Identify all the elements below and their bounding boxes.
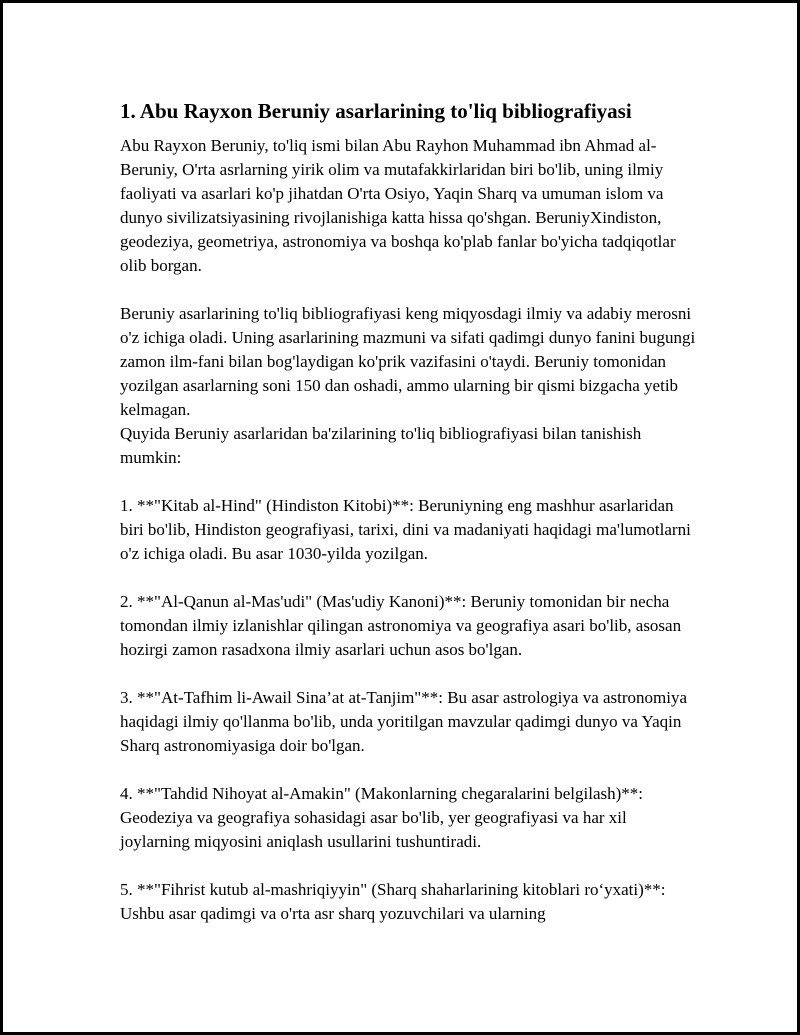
work-item-2: 2. **"Al-Qanun al-Mas'udi" (Mas'udiy Kanoni)**: Beruniy tomonidan bir necha tomondan ilmiy izlanishlar qilingan astronomiya va geografiya asari bo'lib, asosan hozirgi zamon rasadxona ilmiy asarlari uchun asos bo'lgan. [120,592,682,659]
paragraph-spacer [120,854,696,878]
paragraph-spacer [120,566,696,590]
work-item-5: 5. **"Fihrist kutub al-mashriqiyyin" (Sharq shaharlarining kitoblari ro‘yxati)**: Ushbu asar qadimgi va o'rta asr sharq yozuvchilari va ularning [120,880,666,923]
work-item-3: 3. **"At-Tafhim li-Awail Sina’at at-Tanjim"**: Bu asar astrologiya va astronomiya haqidagi ilmiy qo'llanma bo'lib, unda yoritilgan mavzular qadimgi dunyo va Yaqin Sharq astronomiyasiga doir bo'lgan. [120,688,688,755]
lead-in-paragraph: Quyida Beruniy asarlaridan ba'zilarining to'liq bibliografiyasi bilan tanishish mumkin: [120,424,642,467]
paragraph-spacer [120,662,696,686]
work-item-4: 4. **"Tahdid Nihoyat al-Amakin" (Makonlarning chegaralarini belgilash)**: Geodeziya va geografiya sohasidagi asar bo'lib, yer geografiyasi va har xil joylarning miqyosini aniqlash usullarini tushuntiradi. [120,784,644,851]
intro-paragraph: Abu Rayxon Beruniy, to'liq ismi bilan Abu Rayhon Muhammad ibn Ahmad al-Beruniy, O'rta asrlarning yirik olim va mutafakkirlaridan biri bo'lib, uning ilmiy faoliyati va asarlari ko'p jihatdan O'rta Osiyo, Yaqin Sharq va umuman islom va dunyo sivilizatsiyasining rivojlanishiga katta hissa qo'shgan. BeruniyXindiston, geodeziya, geometriya, astronomiya va boshqa ko'plab fanlar bo'yicha tadqiqotlar olib borgan. [120,136,676,275]
paragraph-spacer [120,470,696,494]
document-title: 1. Abu Rayxon Beruniy asarlarining to'liq bibliografiyasi [120,99,632,123]
document-body [120,97,696,926]
paragraph-spacer [120,758,696,782]
overview-paragraph: Beruniy asarlarining to'liq bibliografiyasi keng miqyosdagi ilmiy va adabiy merosni o'z ichiga oladi. Uning asarlarining mazmuni va sifati qadimgi dunyo fanini bugungi zamon ilm-fani bilan bog'laydigan ko'prik vazifasini o'taydi. Beruniy tomonidan yozilgan asarlarning soni 150 dan oshadi, ammo ularning bir qismi bizgacha yetib kelmagan. [120,304,696,419]
paragraph-spacer [120,278,696,302]
work-item-1: 1. **"Kitab al-Hind" (Hindiston Kitobi)**: Beruniyning eng mashhur asarlaridan biri bo'lib, Hindiston geografiyasi, tarixi, dini va madaniyati haqidagi ma'lumotlarni o'z ichiga oladi. Bu asar 1030-yilda yozilgan. [120,496,691,563]
